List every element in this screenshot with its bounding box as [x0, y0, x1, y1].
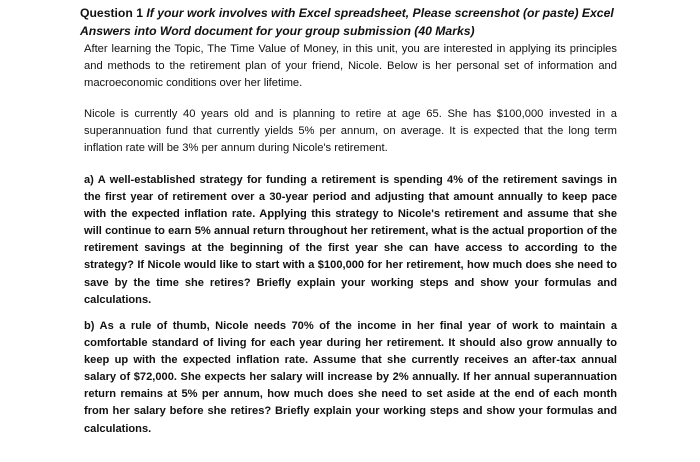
scenario-paragraph: Nicole is currently 40 years old and is planning to retire at age 65. She has $100,000 invested in a superannuation fund that currently yields 5% per annum, on average. It is expected that the long term inflation rate will be 3% per annum during Nicole's retirement. — [84, 108, 617, 155]
part-b-question: b) As a rule of thumb, Nicole needs 70% of the income in her final year of work to maintain a comfortable standard of living for each year during her retirement. It should also grow annually to keep up with the expected inflation rate. Assume that she currently receives an after-tax annual salary of $72,000. She expects her salary will increase by 2% annually. If her annual superannuation return remains at 5% per annum, how much does she need to set aside at the end of each month from her salary before she retires? Briefly explain your working steps and show your formulas and calculations. — [84, 320, 617, 435]
question-instruction: If your work involves with Excel spreadsheet, Please screenshot (or paste) Excel Answers into Word document for your group submission (40 Marks) — [80, 6, 614, 38]
question-heading — [80, 4, 660, 40]
question-number: Question 1 — [80, 6, 143, 20]
intro-paragraph: After learning the Topic, The Time Value of Money, in this unit, you are interested in applying its principles and methods to the retirement plan of your friend, Nicole. Below is her personal set of information and macroeconomic conditions over her lifetime. — [84, 43, 617, 90]
part-a-question: a) A well-established strategy for funding a retirement is spending 4% of the retirement savings in the first year of retirement over a 30-year period and adjusting that amount annually to keep pace with the expected inflation rate. Applying this strategy to Nicole's retirement and assume that she will continue to earn 5% annual return throughout her retirement, what is the actual proportion of the retirement savings at the beginning of the first year she can have access to according to the strategy? If Nicole would like to start with a $100,000 for her retirement, how much does she need to save by the time she retires? Briefly explain your working steps and show your formulas and calculations. — [84, 174, 617, 306]
